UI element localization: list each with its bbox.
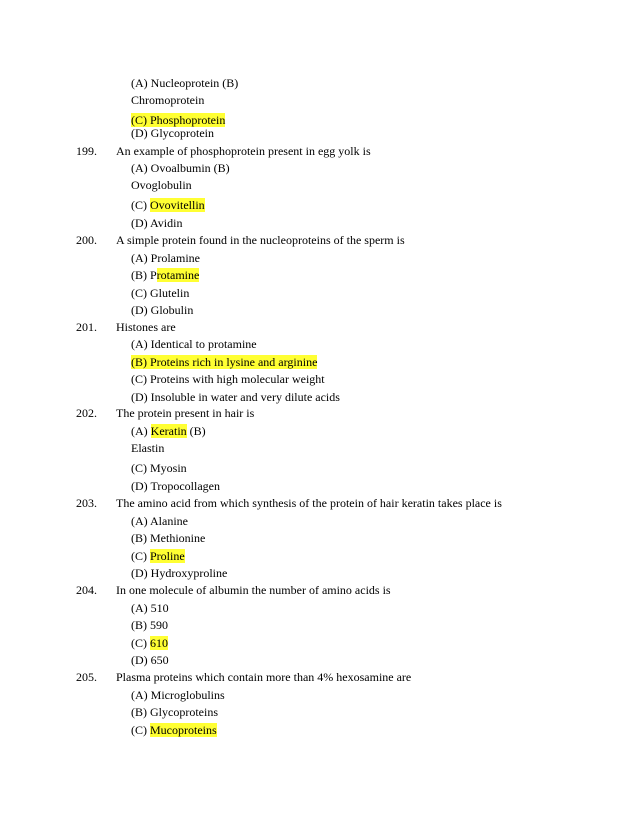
q204-option-a: (A) 510 xyxy=(131,601,169,615)
q198-option-b-continued: Chromoprotein xyxy=(131,93,205,107)
q200-option-b: (B) Protamine xyxy=(131,268,200,282)
q198-option-d: (D) Glycoprotein xyxy=(131,126,214,140)
q201-option-b xyxy=(131,355,317,370)
q199-option-c: (C) Ovovitellin xyxy=(131,198,205,212)
q205-option-a: (A) Microglobulins xyxy=(131,688,225,702)
q202-option-c: (C) Myosin xyxy=(131,461,187,475)
q205-number: 205. xyxy=(76,670,97,684)
q202-number: 202. xyxy=(76,406,97,420)
q201-number: 201. xyxy=(76,320,97,334)
q199-option-b-continued: Ovoglobulin xyxy=(131,178,192,192)
q203-stem: The amino acid from which synthesis of the protein of hair keratin takes place is xyxy=(116,496,502,510)
q199-option-a: (A) Ovoalbumin (B) xyxy=(131,161,230,175)
q198-option-a: (A) Nucleoprotein (B) xyxy=(131,76,239,90)
q201-option-a: (A) Identical to protamine xyxy=(131,337,257,351)
q201-option-c: (C) Proteins with high molecular weight xyxy=(131,372,325,386)
q201-stem: Histones are xyxy=(116,320,176,334)
q205-option-b: (B) Glycoproteins xyxy=(131,705,218,719)
q202-option-d: (D) Tropocollagen xyxy=(131,479,220,493)
q205-answer-highlight: Mucoproteins xyxy=(150,723,217,737)
q202-stem: The protein present in hair is xyxy=(116,406,255,420)
q202-option-b-continued: Elastin xyxy=(131,441,165,455)
q202-answer-highlight: Keratin xyxy=(150,424,187,438)
q201-answer-highlight: (B) Proteins rich in lysine and arginine xyxy=(131,355,318,369)
q204-option-c: (C) 610 xyxy=(131,636,168,650)
q203-option-c: (C) Proline xyxy=(131,549,185,563)
q204-answer-highlight: 610 xyxy=(150,636,168,650)
q205-stem: Plasma proteins which contain more than 4% hexosamine are xyxy=(116,670,412,684)
q200-option-c: (C) Glutelin xyxy=(131,286,190,300)
q205-option-c: (C) Mucoproteins xyxy=(131,723,217,737)
q202-option-a: (A) Keratin (B) xyxy=(131,424,206,438)
q200-number: 200. xyxy=(76,233,97,247)
q203-number: 203. xyxy=(76,496,97,510)
q204-option-d: (D) 650 xyxy=(131,653,169,667)
q203-option-a: (A) Alanine xyxy=(131,514,188,528)
q199-stem: An example of phosphoprotein present in egg yolk is xyxy=(116,144,371,158)
q199-answer-highlight: Ovovitellin xyxy=(150,198,205,212)
q203-option-d: (D) Hydroxyproline xyxy=(131,566,228,580)
q204-number: 204. xyxy=(76,583,97,597)
q200-answer-highlight: rotamine xyxy=(156,268,200,282)
q200-option-a: (A) Prolamine xyxy=(131,251,200,265)
q203-option-b: (B) Methionine xyxy=(131,531,206,545)
q199-option-d: (D) Avidin xyxy=(131,216,183,230)
q200-option-d: (D) Globulin xyxy=(131,303,194,317)
q200-stem: A simple protein found in the nucleoproteins of the sperm is xyxy=(116,233,405,247)
q203-answer-highlight: Proline xyxy=(150,549,185,563)
q198-answer-highlight: (C) Phosphoprotein xyxy=(131,113,226,127)
q204-stem: In one molecule of albumin the number of amino acids is xyxy=(116,583,391,597)
q199-number: 199. xyxy=(76,144,97,158)
q201-option-d: (D) Insoluble in water and very dilute acids xyxy=(131,390,340,404)
q204-option-b: (B) 590 xyxy=(131,618,168,632)
